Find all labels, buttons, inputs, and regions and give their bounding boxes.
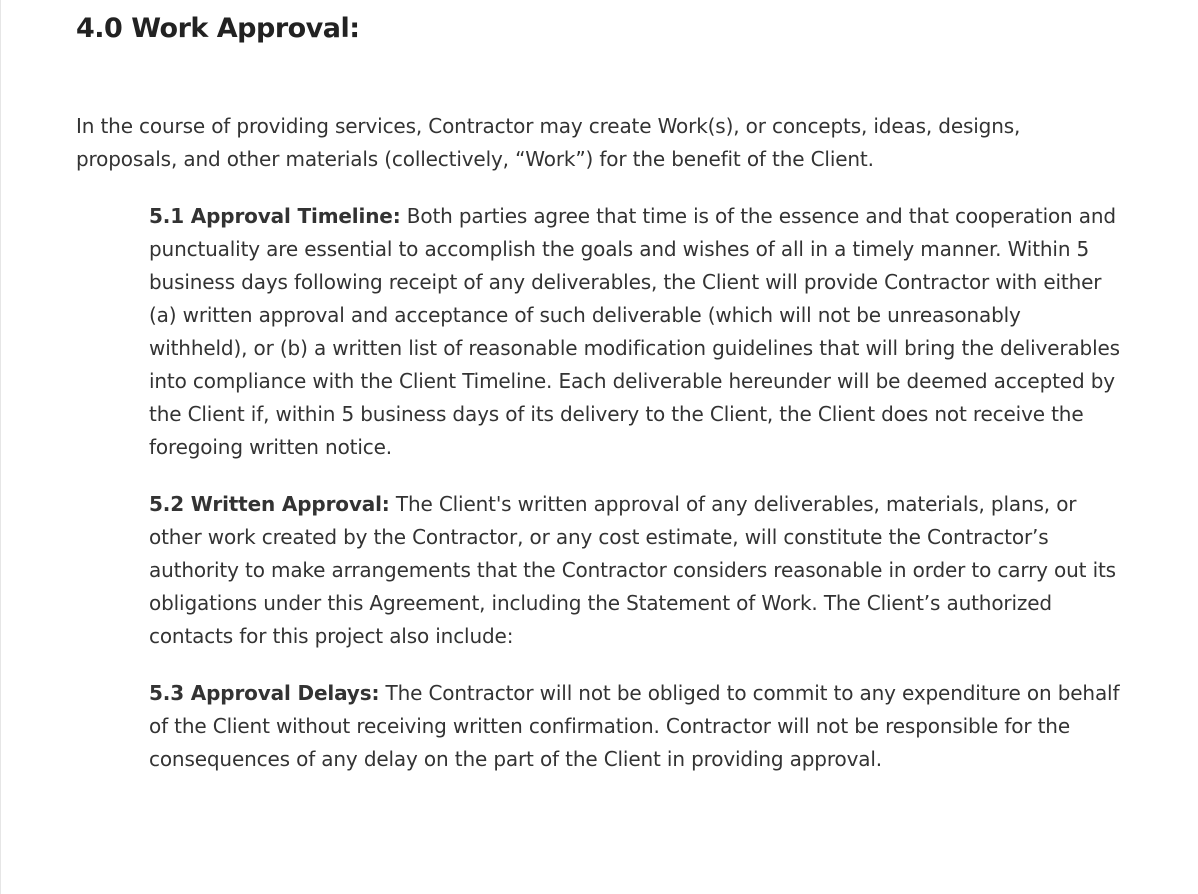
clause-label: 5.1 Approval Timeline: xyxy=(149,204,401,228)
clause-approval-timeline xyxy=(149,200,1124,464)
clause-text: The Contractor will not be obliged to commit to any expenditure on behalf of the Client without receiving written confirmation. Contractor will not be responsible for the consequences of any delay on the part of the Client in providing approval. xyxy=(149,681,1120,771)
clause-approval-delays xyxy=(149,677,1124,776)
clause-written-approval xyxy=(149,488,1124,653)
clause-label: 5.2 Written Approval: xyxy=(149,492,390,516)
section-title: 4.0 Work Approval: xyxy=(76,13,360,44)
page-left-border xyxy=(0,0,1,894)
clause-text: The Client's written approval of any deliverables, materials, plans, or other work created by the Contractor, or any cost estimate, will constitute the Contractor’s authority to make arrangements that the Contractor considers reasonable in order to carry out its obligations under this Agreement, including the Statement of Work. The Client’s authorized contacts for this project also include: xyxy=(149,492,1116,648)
clause-text: Both parties agree that time is of the essence and that cooperation and punctuality are essential to accomplish the goals and wishes of all in a timely manner. Within 5 business days following receipt of any deliverables, the Client will provide Contractor with either (a) written approval and acceptance of such deliverable (which will not be unreasonably withheld), or (b) a written list of reasonable modification guidelines that will bring the deliverables into compliance with the Client Timeline. Each deliverable hereunder will be deemed accepted by the Client if, within 5 business days of its delivery to the Client, the Client does not receive the foregoing written notice. xyxy=(149,204,1120,459)
intro-paragraph: In the course of providing services, Contractor may create Work(s), or concepts, ideas, designs, proposals, and other materials (collectively, “Work”) for the benefit of the Client. xyxy=(76,114,1021,171)
document-content xyxy=(76,0,1156,796)
clause-label: 5.3 Approval Delays: xyxy=(149,681,380,705)
